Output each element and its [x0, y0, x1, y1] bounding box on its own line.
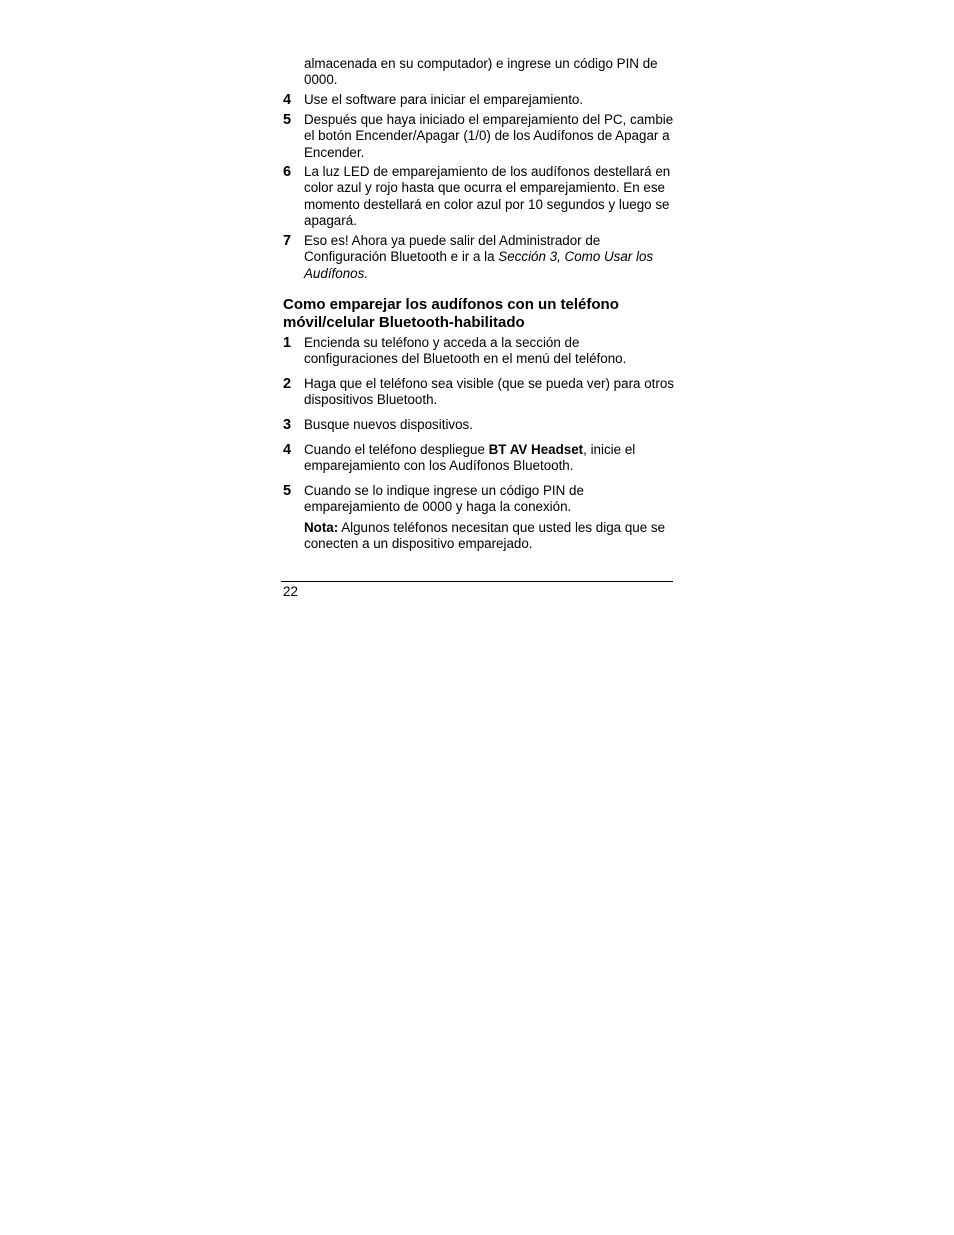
device-name: BT AV Headset — [488, 442, 584, 457]
page-number: 22 — [283, 584, 298, 599]
note-text: Algunos teléfonos necesitan que usted les diga que se conecten a un dispositivo emparejado. — [304, 520, 666, 552]
step-text — [304, 233, 676, 282]
step-number: 2 — [283, 376, 292, 392]
step-number: 3 — [283, 417, 292, 433]
step-text: Haga que el teléfono sea visible (que se pueda ver) para otros dispositivos Bluetooth. — [304, 376, 674, 408]
step-text: Encienda su teléfono y acceda a la sección de configuraciones del Bluetooth en el menú del teléfono. — [304, 335, 627, 367]
step-text — [304, 442, 676, 475]
step-number: 1 — [283, 335, 292, 351]
continuation-text: almacenada en su computador) e ingrese un código PIN de 0000. — [304, 56, 658, 88]
section-heading: Como emparejar los audífonos con un teléfono móvil/celular Bluetooth-habilitado — [283, 296, 619, 331]
step-number: 4 — [283, 442, 292, 458]
step-number: 5 — [283, 483, 292, 499]
step-text: Use el software para iniciar el emparejamiento. — [304, 92, 584, 107]
section-reference-link: Sección 3, Como Usar los Audífonos. — [304, 249, 654, 281]
step-text-plain: Eso es! Ahora ya puede salir del Administrador de Configuración Bluetooth e ir a la — [304, 233, 601, 265]
note — [304, 520, 676, 553]
step-number: 5 — [283, 112, 292, 128]
step-text: La luz LED de emparejamiento de los audífonos destellará en color azul y rojo hasta que ocurra el emparejamiento. En ese momento destellará en color azul por 10 segundos y luego se apagará. — [304, 164, 671, 229]
step-text: Busque nuevos dispositivos. — [304, 417, 473, 432]
step-text-plain: , inicie el emparejamiento con los Audífonos Bluetooth. — [304, 442, 636, 474]
step-number: 7 — [283, 233, 292, 249]
step-text: Después que haya iniciado el emparejamiento del PC, cambie el botón Encender/Apagar (1/0) de los Audífonos de Apagar a Encender. — [304, 112, 674, 160]
note-label: Nota: — [304, 520, 339, 535]
step-number: 6 — [283, 164, 292, 180]
step-text-plain: Cuando el teléfono despliegue — [304, 442, 489, 457]
footer-divider — [281, 581, 673, 582]
step-text: Cuando se lo indique ingrese un código PIN de emparejamiento de 0000 y haga la conexión. — [304, 483, 584, 515]
step-number: 4 — [283, 92, 292, 108]
